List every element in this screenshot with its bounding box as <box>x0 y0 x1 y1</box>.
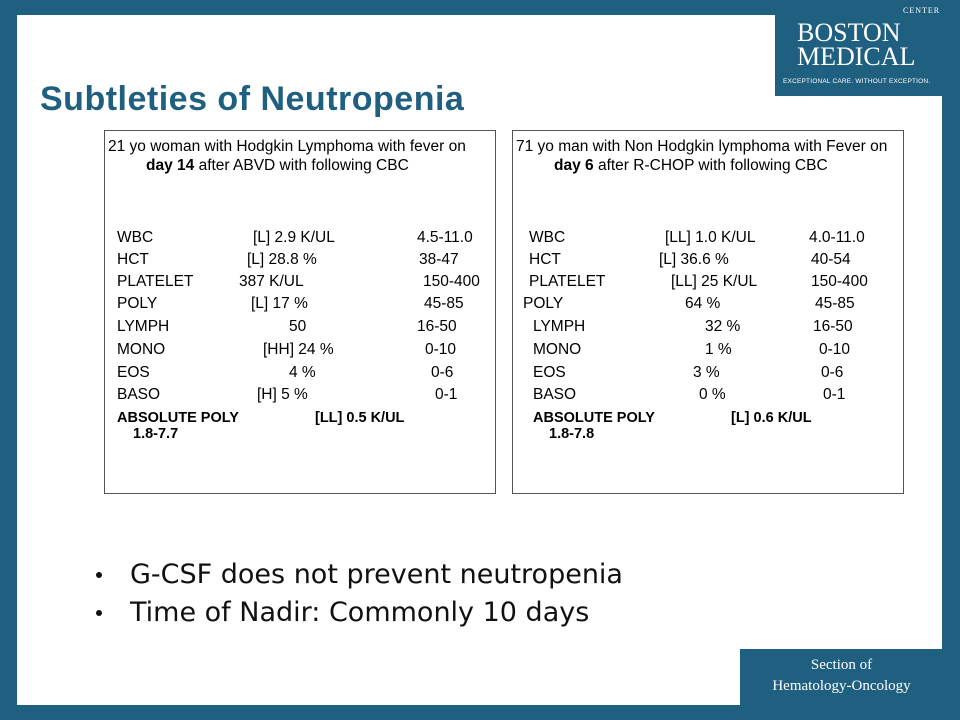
lab-name: POLY <box>117 295 158 312</box>
lab-range: 0-6 <box>821 364 844 381</box>
case-intro <box>516 137 900 175</box>
section-line-2: Hematology-Oncology <box>772 678 911 694</box>
lab-range: 0-6 <box>431 364 454 381</box>
lab-name: POLY <box>523 295 564 312</box>
lab-name: EOS <box>533 364 566 381</box>
lab-name: HCT <box>529 251 561 268</box>
intro-text-end: after R-CHOP with following CBC <box>593 157 828 174</box>
lab-range: 150-400 <box>423 273 480 290</box>
intro-day: day 6 <box>554 157 594 174</box>
logo-boston: BOSTON <box>797 18 901 47</box>
lab-range: 16-50 <box>813 318 853 335</box>
lab-range: 0-10 <box>819 341 851 358</box>
lab-value: 3 % <box>693 364 720 381</box>
lab-value: [LL] 25 K/UL <box>671 273 758 290</box>
bullet-item <box>96 594 623 632</box>
logo-medical: MEDICAL <box>797 42 916 71</box>
slide-title: Subtleties of Neutropenia <box>40 80 465 118</box>
lab-name: WBC <box>117 229 154 246</box>
logo-center-word: CENTER <box>903 6 941 15</box>
lab-range: 0-10 <box>425 341 457 358</box>
lab-name: BASO <box>117 386 161 403</box>
lab-name: MONO <box>533 341 582 358</box>
lab-value: 387 K/UL <box>239 273 304 290</box>
lab-name: HCT <box>117 251 149 268</box>
lab-range: 150-400 <box>811 273 868 290</box>
lab-value: 1 % <box>705 341 732 358</box>
bullet-dot-icon <box>96 610 102 616</box>
case-box-right <box>512 130 904 494</box>
bullet-list <box>96 556 623 632</box>
lab-value: [L] 28.8 % <box>247 251 317 268</box>
abs-value: [L] 0.6 K/UL <box>731 410 812 426</box>
lab-range: 0-1 <box>435 386 458 403</box>
lab-range: 45-85 <box>424 295 464 312</box>
lab-range: 40-54 <box>811 251 851 268</box>
lab-value: 64 % <box>685 295 721 312</box>
lab-value: [LL] 1.0 K/UL <box>665 229 756 246</box>
abs-value: [LL] 0.5 K/UL <box>315 410 405 426</box>
lab-value: [L] 36.6 % <box>659 251 729 268</box>
section-label <box>740 649 943 705</box>
lab-value: 0 % <box>699 386 726 403</box>
lab-value: [L] 17 % <box>251 295 308 312</box>
abs-label: ABSOLUTE POLY <box>533 410 655 426</box>
lab-name: PLATELET <box>117 273 194 290</box>
absolute-poly <box>117 410 405 426</box>
intro-day: day 14 <box>146 157 195 174</box>
lab-range: 16-50 <box>417 318 457 335</box>
lab-range: 0-1 <box>823 386 846 403</box>
lab-value: [HH] 24 % <box>263 341 334 358</box>
lab-value: 4 % <box>289 364 316 381</box>
lab-range: 38-47 <box>419 251 459 268</box>
boston-medical-logo <box>775 0 943 96</box>
abs-label: ABSOLUTE POLY <box>117 410 239 426</box>
lab-value: 50 <box>289 318 307 335</box>
absolute-poly <box>533 410 812 426</box>
abs-range: 1.8-7.8 <box>549 426 595 442</box>
lab-value: [H] 5 % <box>257 386 308 403</box>
lab-range: 4.0-11.0 <box>809 229 865 246</box>
lab-name: LYMPH <box>117 318 170 335</box>
bullet-dot-icon <box>96 572 102 578</box>
intro-text: 21 yo woman with Hodgkin Lymphoma with fever on <box>108 138 466 155</box>
bullet-text: Time of Nadir: Commonly 10 days <box>130 597 590 628</box>
lab-range: 45-85 <box>815 295 855 312</box>
lab-value: [L] 2.9 K/UL <box>253 229 335 246</box>
lab-range: 4.5-11.0 <box>417 229 473 246</box>
lab-value: 32 % <box>705 318 741 335</box>
lab-name: LYMPH <box>533 318 586 335</box>
abs-range: 1.8-7.7 <box>133 426 179 442</box>
case-box-left <box>104 130 496 494</box>
intro-text-end: after ABVD with following CBC <box>194 157 409 174</box>
lab-name: WBC <box>529 229 566 246</box>
lab-name: EOS <box>117 364 150 381</box>
lab-name: BASO <box>533 386 577 403</box>
bullet-text: G-CSF does not prevent neutropenia <box>130 559 623 590</box>
lab-name: MONO <box>117 341 166 358</box>
lab-name: PLATELET <box>529 273 606 290</box>
logo-tagline: EXCEPTIONAL CARE. WITHOUT EXCEPTION. <box>783 78 931 85</box>
intro-text: 71 yo man with Non Hodgkin lymphoma with Fever on <box>516 138 888 155</box>
case-intro <box>108 137 492 175</box>
bullet-item <box>96 556 623 594</box>
section-line-1: Section of <box>810 657 873 673</box>
